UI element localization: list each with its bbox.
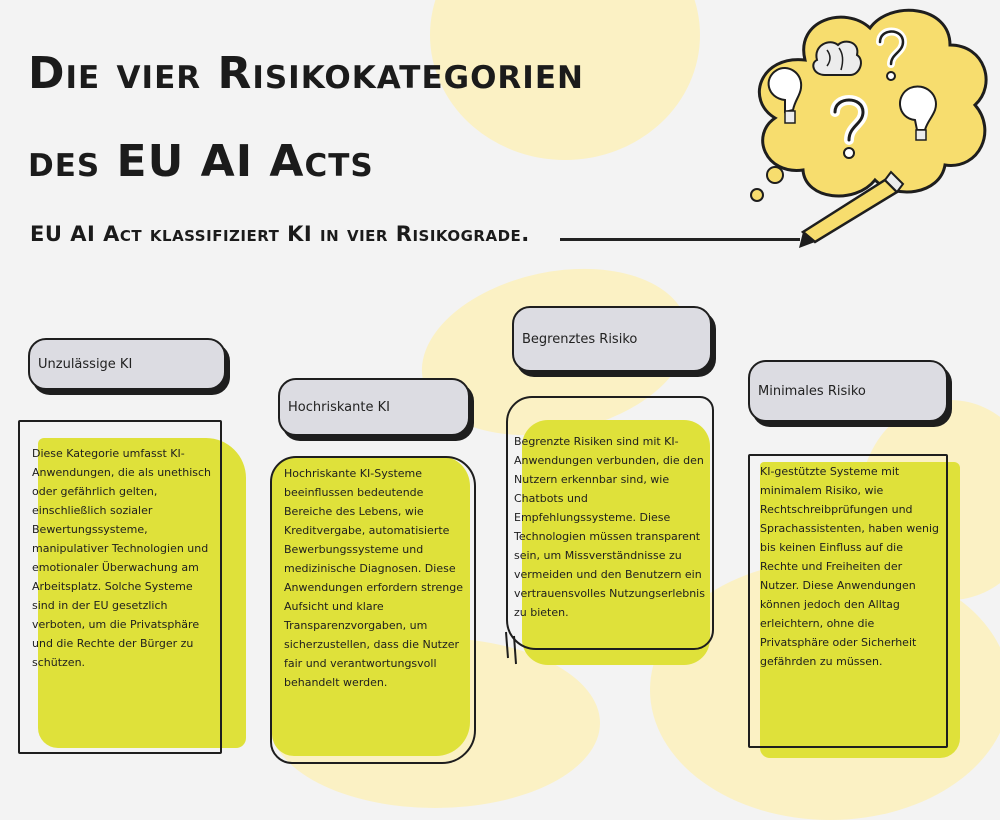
- category-1-description: Diese Kategorie umfasst KI-Anwendungen, die als unethisch oder gefährlich gelten, einschließlich sozialer Bewertungssysteme, manipulativer Technologien und emotionaler Überwachung am Arbeitsplatz. Solche Systeme sind in der EU gesetzlich verboten, um die Privatsphäre und die Rechte der Bürger zu schützen.: [32, 447, 212, 669]
- thinking-cloud-illustration: [735, 0, 1000, 250]
- page-subtitle: EU AI Act klassifiziert KI in vier Risikograde.: [30, 222, 530, 246]
- category-2-description: Hochriskante KI-Systeme beeinflussen bedeutende Bereiche des Lebens, wie Kreditvergabe, automatisierte Bewerbungssysteme und medizinische Diagnosen. Diese Anwendungen erfordern strenge Aufsicht und klare Transparenzvorgaben, um sicherzustellen, dass die Nutzer fair und verantwortungsvoll behandelt werden.: [284, 467, 463, 689]
- category-3-label: Begrenztes Risiko: [512, 306, 712, 372]
- category-1-label: Unzulässige KI: [28, 338, 226, 390]
- category-4-description: KI-gestützte Systeme mit minimalem Risiko, wie Rechtschreibprüfungen und Sprachassistenten, haben wenig bis keinen Einfluss auf die Rechte und Freiheiten der Nutzer. Diese Anwendungen können jedoch den Alltag erleichtern, ohne die Privatsphäre oder Sicherheit gefährden zu müssen.: [760, 465, 940, 668]
- category-2-label: Hochriskante KI: [278, 378, 470, 436]
- category-4-label: Minimales Risiko: [748, 360, 948, 422]
- page-title-line-2: des EU AI Acts: [28, 136, 374, 187]
- sketch-strokes: [502, 628, 532, 668]
- category-3-description: Begrenzte Risiken sind mit KI-Anwendungen verbunden, die den Nutzern erkennbar sind, wie Chatbots und Empfehlungssysteme. Diese Technologien müssen transparent sein, um Missverständnisse zu vermeiden und den Benutzern ein vertrauensvolles Nutzungserlebnis zu bieten.: [514, 435, 705, 619]
- brain-icon: [813, 42, 861, 75]
- subtitle-underline: [560, 238, 800, 241]
- page-title-line-1: Die vier Risikokategorien: [28, 48, 584, 99]
